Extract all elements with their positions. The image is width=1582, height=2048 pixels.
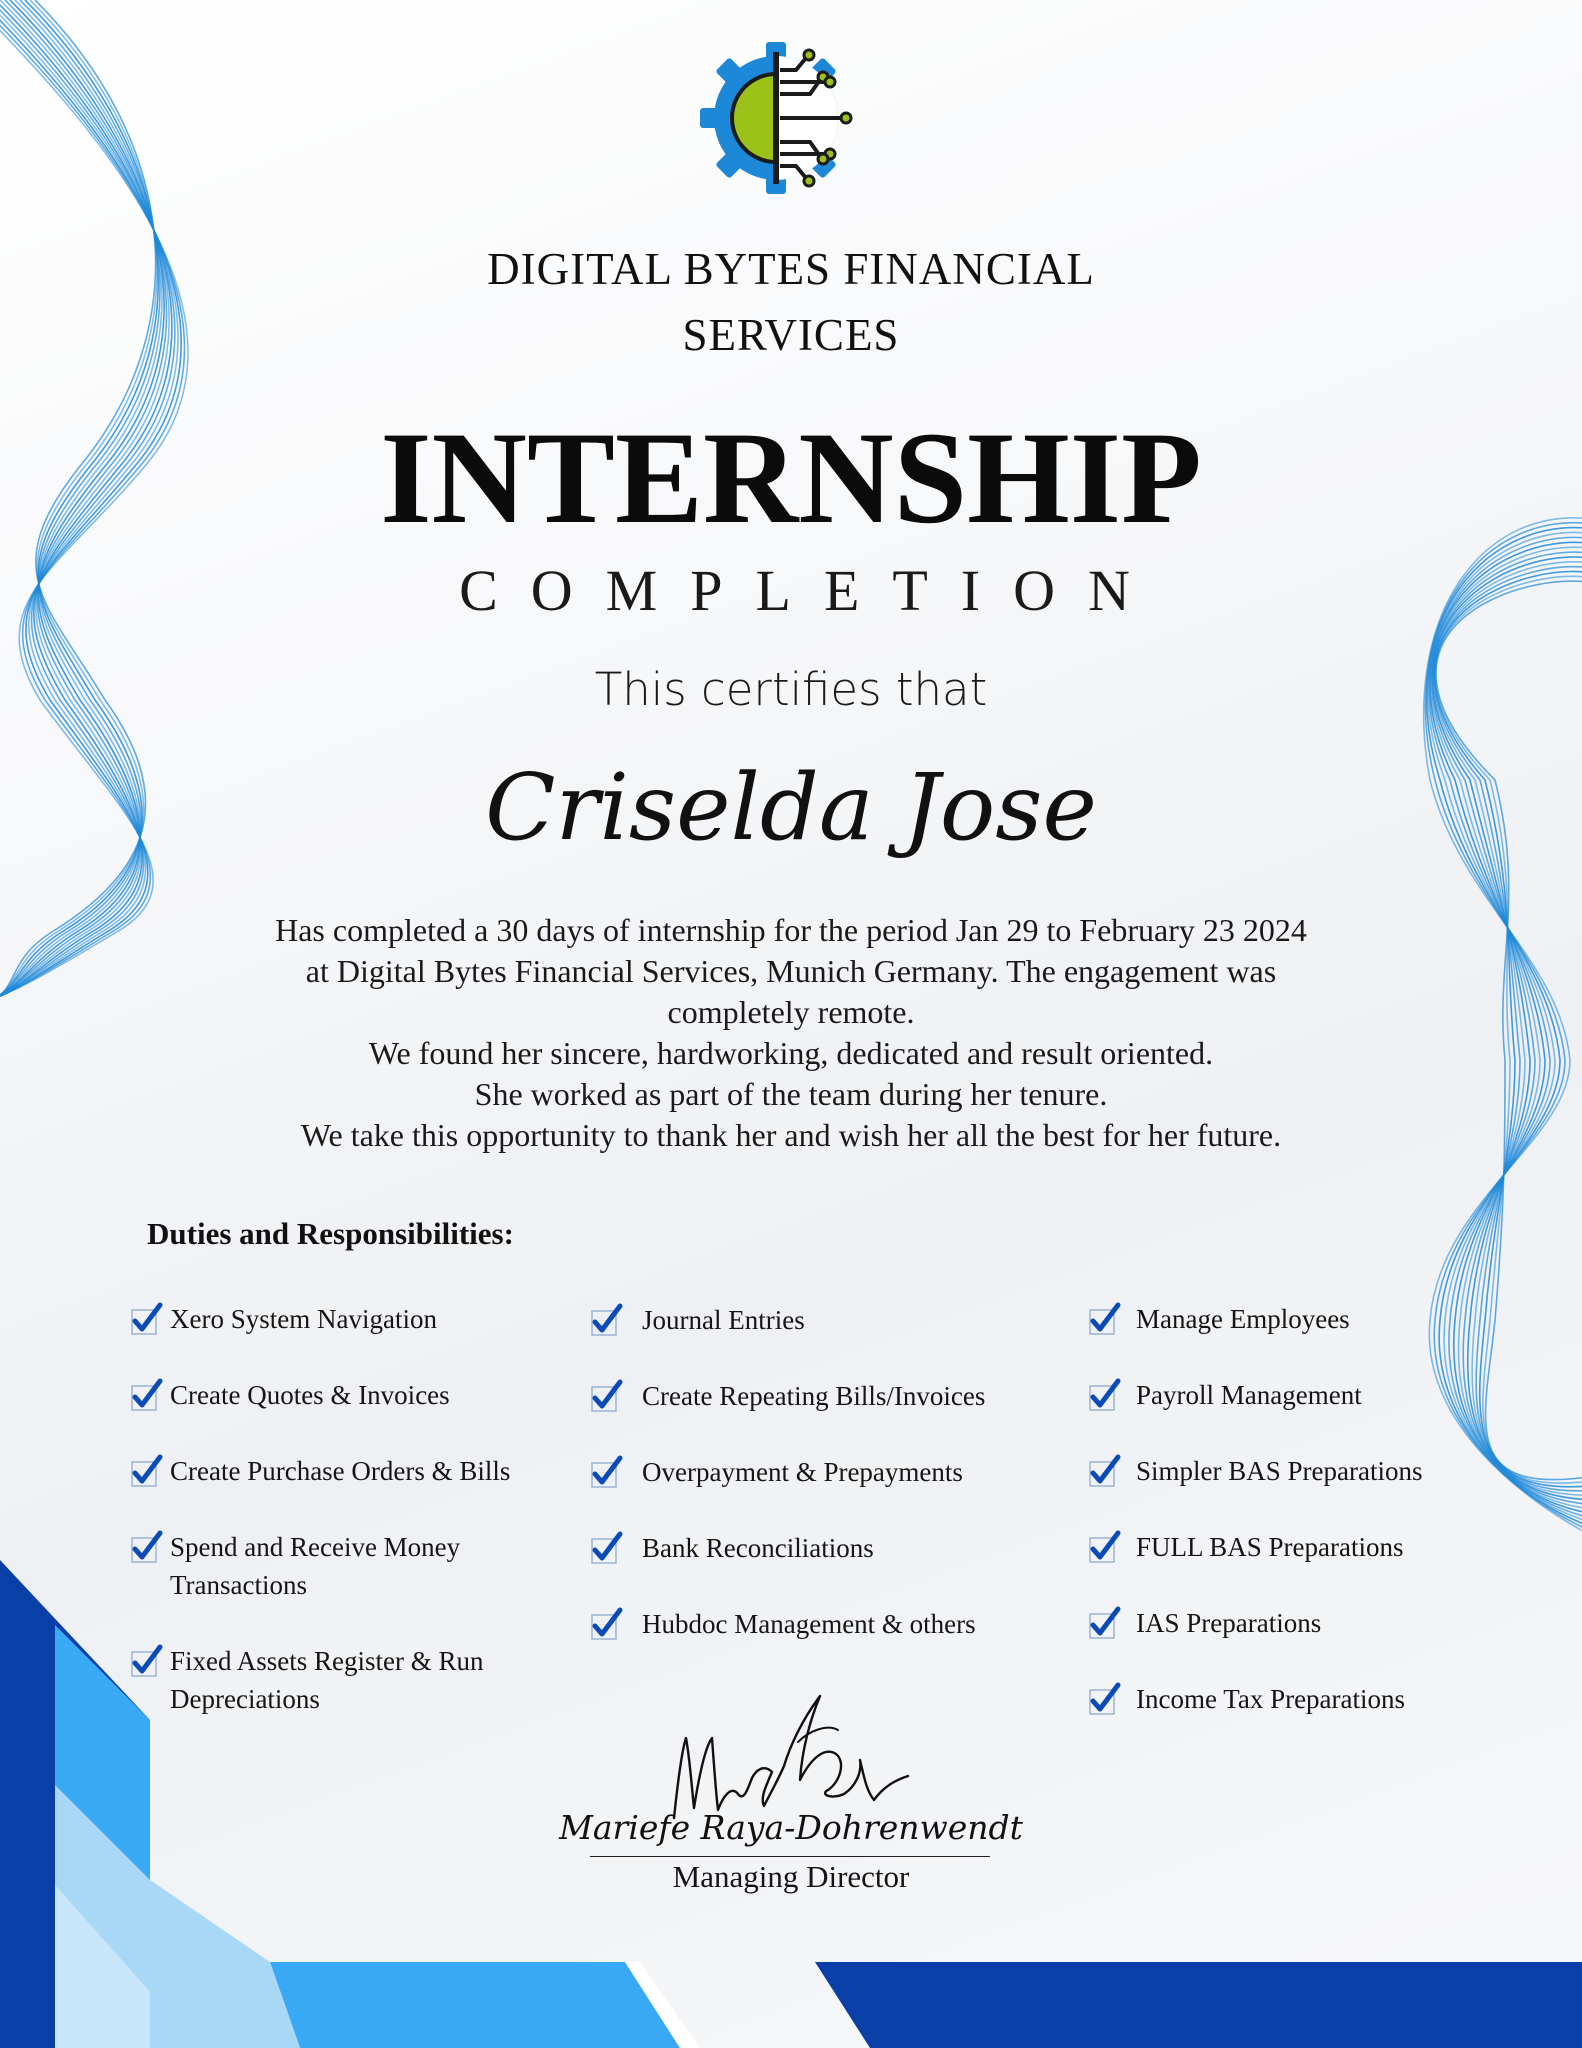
wave-lines-left [0, 0, 188, 1000]
duty-label-continued: Transactions [170, 1570, 308, 1600]
checkmark-box-icon [590, 1303, 624, 1337]
checkmark-box-icon [590, 1379, 624, 1413]
checkmark-box-icon [590, 1455, 624, 1489]
bottom-band-light-blue [270, 1962, 680, 2048]
body-line: We take this opportunity to thank her and wish her all the best for her future. [300, 1117, 1282, 1153]
duty-label: Income Tax Preparations [1136, 1684, 1406, 1714]
certificate-title: INTERNSHIP [380, 404, 1202, 551]
checkmark-box-icon [1088, 1530, 1122, 1564]
duties-heading: Duties and Responsibilities: [147, 1216, 514, 1251]
checkmark-box-icon [130, 1302, 164, 1336]
duty-label: Xero System Navigation [170, 1304, 437, 1334]
checkmark-box-icon [130, 1644, 164, 1678]
wave-lines-right [1424, 518, 1582, 1540]
duty-label: Fixed Assets Register & Run [170, 1646, 484, 1676]
checkmark-box-icon [1088, 1606, 1122, 1640]
body-line: We found her sincere, hardworking, dedicated and result oriented. [368, 1035, 1214, 1071]
checkmark-box-icon [130, 1378, 164, 1412]
body-line: Has completed a 30 days of internship for the period Jan 29 to February 23 2024 [275, 912, 1307, 948]
wave-line [0, 0, 181, 1000]
checkmark-box-icon [130, 1530, 164, 1564]
signature-line [590, 1856, 990, 1857]
certificate-body [141, 910, 1441, 1156]
duty-label: Manage Employees [1136, 1304, 1350, 1334]
duty-label: Journal Entries [642, 1305, 805, 1335]
checkmark-box-icon [1088, 1682, 1122, 1716]
checkmark-box-icon [1088, 1454, 1122, 1488]
duty-label: Bank Reconciliations [642, 1533, 874, 1563]
duty-label: Spend and Receive Money [170, 1532, 461, 1562]
certificate-subtitle: COMPLETION [459, 558, 1163, 623]
duty-label: Create Purchase Orders & Bills [170, 1456, 511, 1486]
duty-label-continued: Depreciations [170, 1684, 320, 1714]
checkmark-box-icon [1088, 1378, 1122, 1412]
duty-label: IAS Preparations [1136, 1608, 1322, 1638]
company-name [391, 236, 1191, 368]
body-line: She worked as part of the team during her tenure. [474, 1076, 1108, 1112]
body-line: completely remote. [667, 994, 915, 1030]
bottom-band-dark-blue [815, 1962, 1582, 2048]
duty-label: Payroll Management [1136, 1380, 1362, 1410]
duty-label: Create Repeating Bills/Invoices [642, 1381, 986, 1411]
duty-label: Simpler BAS Preparations [1136, 1456, 1423, 1486]
signatory-name: Mariefe Raya-Dohrenwendt [559, 1808, 1023, 1847]
duty-label: Overpayment & Prepayments [642, 1457, 963, 1487]
wave-line [0, 0, 164, 1000]
duty-label: FULL BAS Preparations [1136, 1532, 1404, 1562]
body-line: at Digital Bytes Financial Services, Munich Germany. The engagement was [305, 953, 1277, 989]
signatory-title: Managing Director [672, 1859, 910, 1894]
checkmark-box-icon [590, 1531, 624, 1565]
gear-circuit-logo-icon [692, 30, 882, 205]
wave-line [0, 0, 188, 1000]
wave-line [0, 0, 178, 1000]
company-name-line-1: DIGITAL BYTES FINANCIAL [487, 244, 1095, 294]
checkmark-box-icon [590, 1607, 624, 1641]
certifies-text: This certifies that [594, 663, 988, 716]
duty-label: Create Quotes & Invoices [170, 1380, 450, 1410]
company-name-line-2: SERVICES [682, 310, 900, 360]
checkmark-box-icon [130, 1454, 164, 1488]
checkmark-box-icon [1088, 1302, 1122, 1336]
recipient-name: Criselda Jose [485, 754, 1097, 861]
duty-label: Hubdoc Management & others [642, 1609, 976, 1639]
